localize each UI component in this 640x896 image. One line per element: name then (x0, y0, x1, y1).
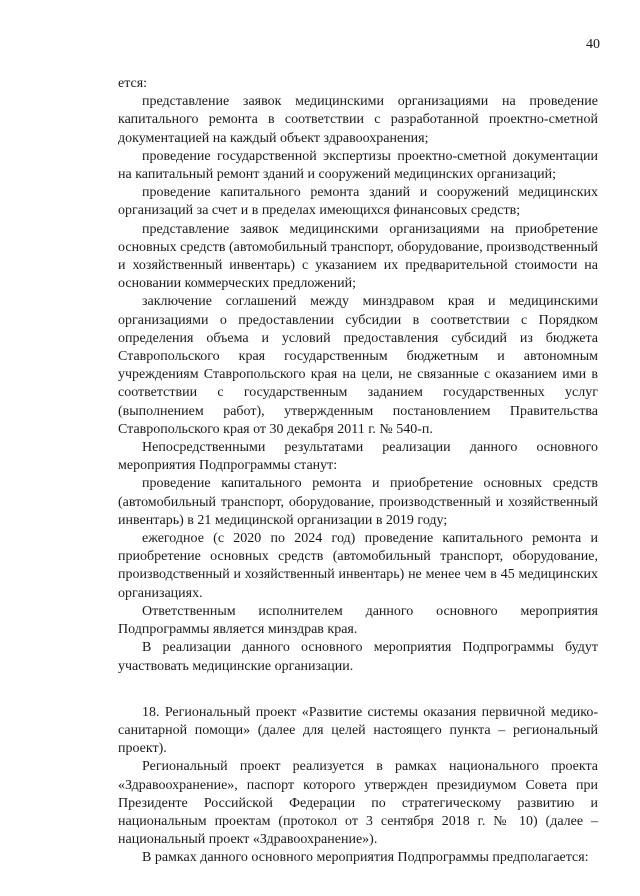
paragraph: В реализации данного основного мероприятия Подпрограммы будут участвовать медицинские организации. (118, 640, 598, 674)
section-heading: 18. Региональный проект «Развитие системы оказания первичной медико-санитарной помощи» (далее для целей настоящего пункта – региональный проект). (118, 704, 598, 757)
paragraph: проведение капитального ремонта зданий и сооружений медицинских организаций за счет и в пределах имеющихся финансовых средств; (118, 185, 598, 219)
paragraph: Региональный проект реализуется в рамках национального проекта «Здравоохранение», паспорт которого утвержден президиумом Совета при Президенте Российской Федерации по стратегическому развитию и национальным проектам (протокол от 3 сентября 2018 г. № 10) (далее – национальный проект «Здравоохранение»). (118, 759, 598, 848)
paragraph: проведение капитального ремонта и приобретение основных средств (автомобильный транспорт, оборудование, производственный и хозяйственный инвентарь) в 21 медицинской организации в 2019 году; (118, 476, 598, 528)
document-body (118, 75, 598, 868)
page-number: 40 (586, 37, 600, 52)
section-gap (118, 676, 598, 704)
paragraph: Ответственным исполнителем данного основного мероприятия Подпрограммы является минздрав края. (118, 603, 598, 638)
paragraph: ежегодное (с 2020 по 2024 год) проведение капитального ремонта и приобретение основных средств (автомобильный транспорт, оборудование, производственный и хозяйственный инвентарь) не менее чем в 45 медицинских организациях. (118, 531, 598, 601)
paragraph: проведение государственной экспертизы проектно-сметной документации на капитальный ремонт зданий и сооружений медицинских организаций; (118, 148, 598, 183)
paragraph: представление заявок медицинскими организациями на проведение капитального ремонта в соответствии с разработанной проектно-сметной документацией на каждый объект здравоохранения; (118, 94, 598, 146)
paragraph: ется: (118, 76, 148, 91)
paragraph: заключение соглашений между минздравом края и медицинскими организациями о предоставлении субсидии в соответствии с Порядком определения объема и условий предоставления субсидий из бюджета Ставропольского края государственным бюджетным и автономным учреждениям Ставропольского края на цели, не связанные с оказанием ими в соответствии с государственным заданием государственных услуг (выполнением работ), утвержденным постановлением Правительства Ставропольского края от 30 декабря 2011 г. № 540-п. (118, 294, 598, 437)
paragraph: В рамках данного основного мероприятия Подпрограммы предполагается: (142, 850, 589, 866)
paragraph: представление заявок медицинскими организациями на приобретение основных средств (автомобильный транспорт, оборудование, производственный и хозяйственный инвентарь) с указанием их предварительной стоимости на основании коммерческих предложений; (118, 221, 598, 292)
paragraph: Непосредственными результатами реализации данного основного мероприятия Подпрограммы станут: (118, 440, 598, 474)
